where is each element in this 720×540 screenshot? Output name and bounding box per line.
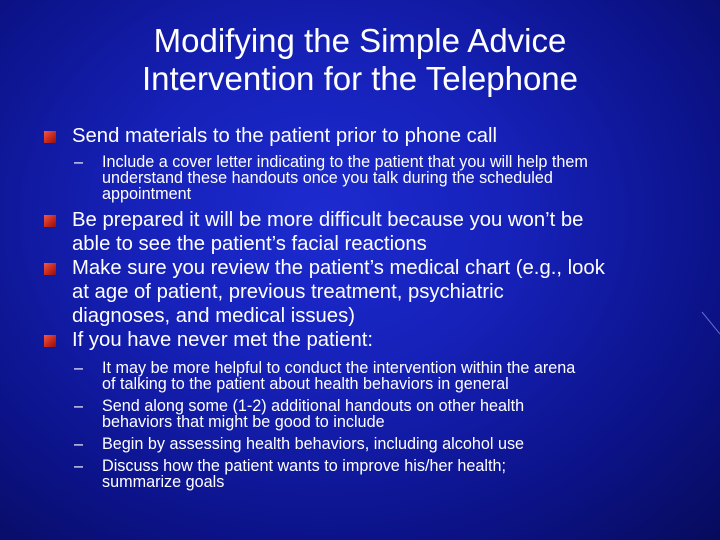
sub-bullet-item	[44, 398, 710, 430]
dash-bullet-icon: –	[74, 435, 84, 453]
sub-bullet-text-line: behaviors that might be good to include	[102, 413, 385, 431]
bullet-text-line: Be prepared it will be more difficult because you won’t be	[72, 209, 584, 231]
sub-bullet-text-line: appointment	[102, 185, 192, 203]
dash-bullet-icon: –	[74, 359, 84, 377]
square-bullet-icon	[44, 131, 56, 143]
bullet-text-line: Send materials to the patient prior to phone call	[72, 125, 498, 147]
sub-bullet-text-line: summarize goals	[102, 473, 225, 491]
sub-bullet-text-line: understand these handouts once you talk during the scheduled	[102, 169, 553, 187]
sub-bullet-text-line: Send along some (1-2) additional handouts on other health	[102, 397, 525, 415]
square-bullet-icon	[44, 263, 56, 275]
sub-bullet-text-line: Include a cover letter indicating to the patient that you will help them	[102, 153, 588, 171]
square-bullet-icon	[44, 215, 56, 227]
sub-bullet-text-line: It may be more helpful to conduct the intervention within the arena	[102, 359, 576, 377]
dash-bullet-icon: –	[74, 153, 84, 171]
square-bullet-icon	[44, 335, 56, 347]
slide-title	[60, 22, 660, 98]
bullet-text-line: Make sure you review the patient’s medical chart (e.g., look	[72, 257, 605, 279]
dash-bullet-icon: –	[74, 457, 84, 475]
bullet-item	[44, 256, 710, 328]
sub-bullet-text-line: Begin by assessing health behaviors, including alcohol use	[102, 435, 525, 453]
sub-bullet-text-line: Discuss how the patient wants to improve his/her health;	[102, 457, 506, 475]
sub-bullet-item	[44, 436, 710, 452]
bullet-text-line: able to see the patient’s facial reactions	[72, 233, 427, 255]
title-line-1: Modifying the Simple Advice	[153, 22, 567, 59]
sub-bullet-item	[44, 154, 710, 202]
bullet-item	[44, 328, 710, 352]
slide-body	[44, 124, 710, 490]
title-line-2: Intervention for the Telephone	[141, 60, 579, 97]
bullet-item	[44, 124, 710, 148]
bullet-item	[44, 208, 710, 256]
sub-bullet-item	[44, 458, 710, 490]
bullet-text-line: at age of patient, previous treatment, psychiatric	[72, 281, 504, 303]
sub-bullet-text-line: of talking to the patient about health behaviors in general	[102, 375, 509, 393]
dash-bullet-icon: –	[74, 397, 84, 415]
sub-bullet-item	[44, 360, 710, 392]
bullet-text-line: If you have never met the patient:	[72, 329, 374, 351]
bullet-text-line: diagnoses, and medical issues)	[72, 305, 355, 327]
